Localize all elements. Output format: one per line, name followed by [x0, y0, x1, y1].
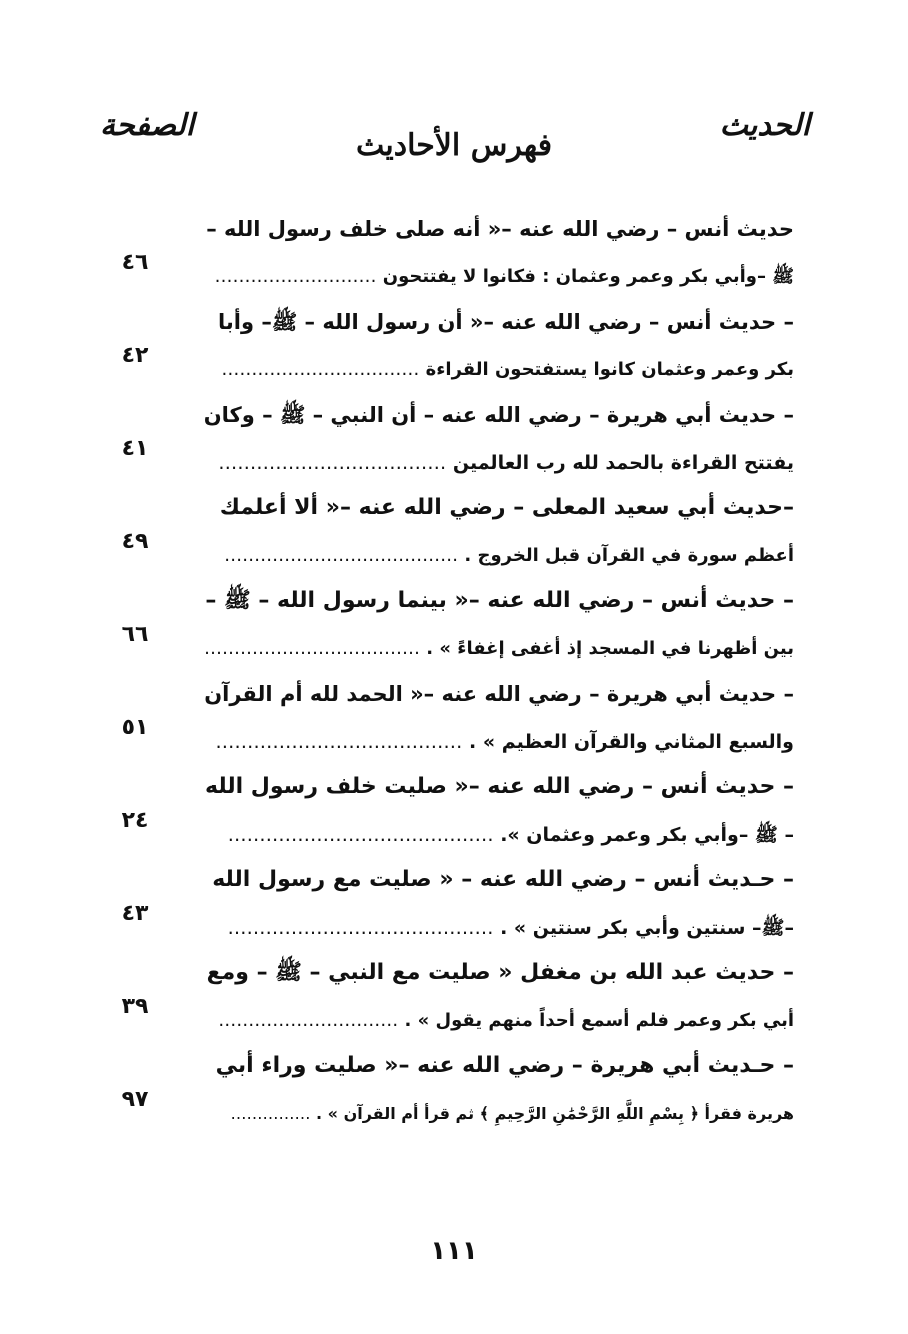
index-entry-page-number: ٥١ — [121, 715, 149, 740]
leader-dots: ………………………… — [218, 1010, 399, 1031]
index-entry-text: –ﷺ– سنتين وأبي بكر سنتين » . — [500, 917, 794, 939]
index-entry-line1: – حديث أبي هريرة – رضي الله عنه – أن النبي – ﷺ – وكان — [203, 403, 794, 427]
index-entry-text: والسبع المثاني والقرآن العظيم » . — [469, 731, 794, 753]
index-entry-text: أعظم سورة في القرآن قبل الخروج . — [464, 545, 794, 566]
index-entry-page-number: ٩٧ — [121, 1087, 149, 1112]
index-entry-text: – ﷺ –وأبي بكر وعمر وعثمان ». — [500, 824, 794, 846]
index-entry-line2 — [218, 1004, 794, 1038]
leader-dots: ………………………………… — [224, 545, 459, 566]
index-entry-page-number: ٤٩ — [121, 529, 149, 554]
page-number: ١١١ — [430, 1236, 478, 1266]
index-entry-line2 — [224, 539, 794, 573]
index-entry-text: هريرة فقرأ ﴿ بِسْمِ اللَّهِ الرَّحْمَٰنِ الرَّحِيمِ ﴾ ثم قرأ أم القرآن » . — [316, 1104, 794, 1123]
leader-dots: ……………………………… — [218, 452, 447, 474]
index-entry-line2 — [227, 911, 794, 945]
column-header-page: الصفحة — [100, 108, 195, 143]
index-entry-line1: – حـديث أبي هريرة – رضي الله عنه –« صليت وراء أبي — [215, 1053, 794, 1078]
leader-dots: …………………………… — [221, 359, 420, 380]
leader-dots: …………………………………… — [227, 917, 494, 939]
leader-dots: ……………………………… — [203, 638, 420, 659]
index-entry-text: بين أظهرنا في المسجد إذ أغفى إغفاءً » . — [426, 638, 794, 659]
index-entry-line1: – حديث أنس – رضي الله عنه –« أن رسول الله – ﷺ– وأبا — [218, 310, 794, 334]
leader-dots: ………………………………… — [215, 731, 463, 753]
index-entry-page-number: ٤٢ — [121, 343, 149, 368]
index-entry-line1: –حديث أبي سعيد المعلى – رضي الله عنه –« ألا أعلمك — [219, 495, 794, 520]
index-entry-line2 — [215, 725, 794, 759]
page-title: فهرس الأحاديث — [355, 128, 553, 163]
index-entry-line1: – حديث أنس – رضي الله عنه –« صليت خلف رسول الله — [205, 774, 794, 799]
column-header-hadith: الحديث — [719, 108, 810, 143]
index-entry-page-number: ٤١ — [121, 436, 149, 461]
index-entry-page-number: ٣٩ — [121, 994, 149, 1019]
index-entry-line2 — [221, 353, 794, 387]
leader-dots: …………… — [230, 1104, 311, 1123]
index-entry-page-number: ٤٦ — [121, 250, 149, 275]
index-entry-page-number: ٤٣ — [121, 901, 149, 926]
leader-dots: …………………………………… — [227, 824, 494, 846]
index-entry-line2 — [228, 818, 794, 852]
index-entry-text: بكر وعمر وعثمان كانوا يستفتحون القراءة — [425, 359, 794, 380]
index-entry-text: يفتتح القراءة بالحمد لله رب العالمين — [452, 452, 794, 474]
index-entry-line2 — [218, 446, 794, 480]
index-entry-page-number: ٦٦ — [121, 622, 149, 647]
index-entry-line2 — [204, 632, 794, 666]
index-entry-line1: – حديث عبد الله بن مغفل « صليت مع النبي – ﷺ – ومع — [206, 960, 794, 985]
leader-dots: ……………………… — [214, 266, 377, 287]
index-entry-line2 — [230, 1097, 794, 1131]
index-entry-text: أبي بكر وعمر فلم أسمع أحداً منهم يقول » . — [404, 1010, 794, 1031]
index-entry-text: ﷺ –وأبي بكر وعمر وعثمان : فكانوا لا يفتتحون — [382, 266, 794, 287]
index-entry-line1: – حديث أبي هريرة – رضي الله عنه –« الحمد لله أم القرآن — [204, 682, 794, 706]
index-entry-page-number: ٢٤ — [121, 808, 149, 833]
index-entry-line2 — [214, 260, 794, 294]
index-entry-line1: – حـديث أنس – رضي الله عنه – « صليت مع رسول الله — [212, 867, 794, 892]
index-entry-line1: – حديث أنس – رضي الله عنه –« بينما رسول الله – ﷺ – — [205, 588, 794, 613]
index-entry-line1: حديث أنس – رضي الله عنه –« أنه صلى خلف رسول الله – — [206, 217, 794, 241]
